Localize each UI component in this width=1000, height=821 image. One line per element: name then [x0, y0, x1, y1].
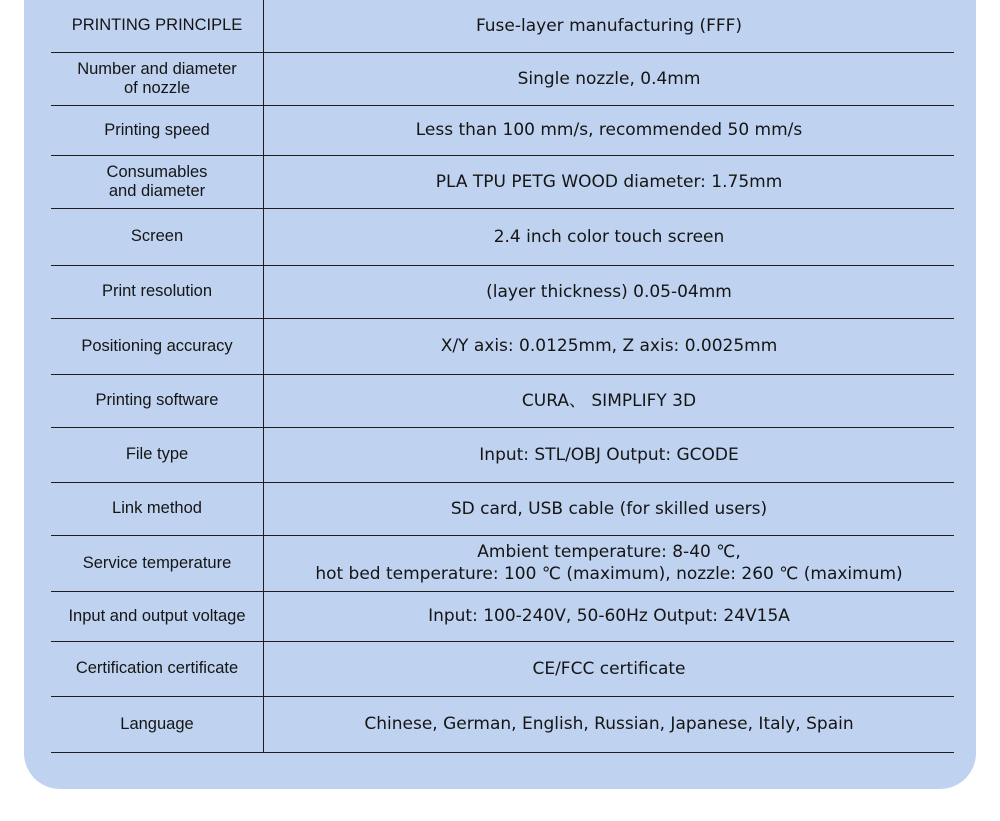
spec-value: 2.4 inch color touch screen: [493, 226, 725, 247]
table-row: [51, 265, 954, 318]
table-row: [51, 208, 954, 265]
spec-label: Screen: [51, 208, 264, 265]
spec-value: Chinese, German, English, Russian, Japanese, Italy, Spain: [364, 714, 854, 734]
table-row: [51, 105, 954, 155]
spec-value: PLA TPU PETG WOOD diameter: 1.75mm: [435, 171, 783, 192]
spec-label: File type: [51, 427, 264, 482]
spec-value: CURA、 SIMPLIFY 3D: [521, 390, 697, 411]
spec-label: Consumables and diameter: [51, 155, 264, 208]
spec-label: Printing software: [51, 374, 264, 427]
spec-value: SD card, USB cable (for skilled users): [450, 498, 768, 519]
spec-value: Ambient temperature: 8-40 ℃, hot bed temperature: 100 ℃ (maximum), nozzle: 260 ℃ (maximum): [315, 542, 903, 584]
table-row: [51, 535, 954, 591]
spec-value: Single nozzle, 0.4mm: [517, 68, 701, 89]
table-row: [51, 427, 954, 482]
spec-label: Positioning accuracy: [51, 318, 264, 374]
spec-value: X/Y axis: 0.0125mm, Z axis: 0.0025mm: [440, 336, 778, 356]
spec-label: Input and output voltage: [51, 591, 264, 641]
spec-value: CE/FCC certificate: [532, 658, 686, 679]
spec-value: Less than 100 mm/s, recommended 50 mm/s: [415, 120, 803, 140]
spec-label: Language: [51, 696, 264, 752]
table-row: [51, 155, 954, 208]
spec-label: Number and diameter of nozzle: [51, 52, 264, 105]
table-row: [51, 52, 954, 105]
spec-value: (layer thickness) 0.05-04mm: [486, 281, 732, 302]
spec-value: Input: 100-240V, 50-60Hz Output: 24V15A: [428, 606, 790, 626]
spec-label: Printing speed: [51, 105, 264, 155]
table-row: [51, 696, 954, 752]
spec-label: Link method: [51, 482, 264, 535]
table-row: [51, 0, 954, 52]
spec-label: Service temperature: [51, 535, 264, 591]
spec-label: PRINTING PRINCIPLE: [51, 0, 264, 52]
table-row: [51, 641, 954, 696]
table-row: [51, 482, 954, 535]
spec-label: Print resolution: [51, 265, 264, 318]
spec-table: [51, 0, 954, 753]
spec-label: Certification certificate: [51, 641, 264, 696]
spec-value: Input: STL/OBJ Output: GCODE: [479, 444, 739, 465]
table-row: [51, 591, 954, 641]
spec-value: Fuse-layer manufacturing (FFF): [475, 15, 743, 36]
table-row: [51, 374, 954, 427]
table-row: [51, 318, 954, 374]
